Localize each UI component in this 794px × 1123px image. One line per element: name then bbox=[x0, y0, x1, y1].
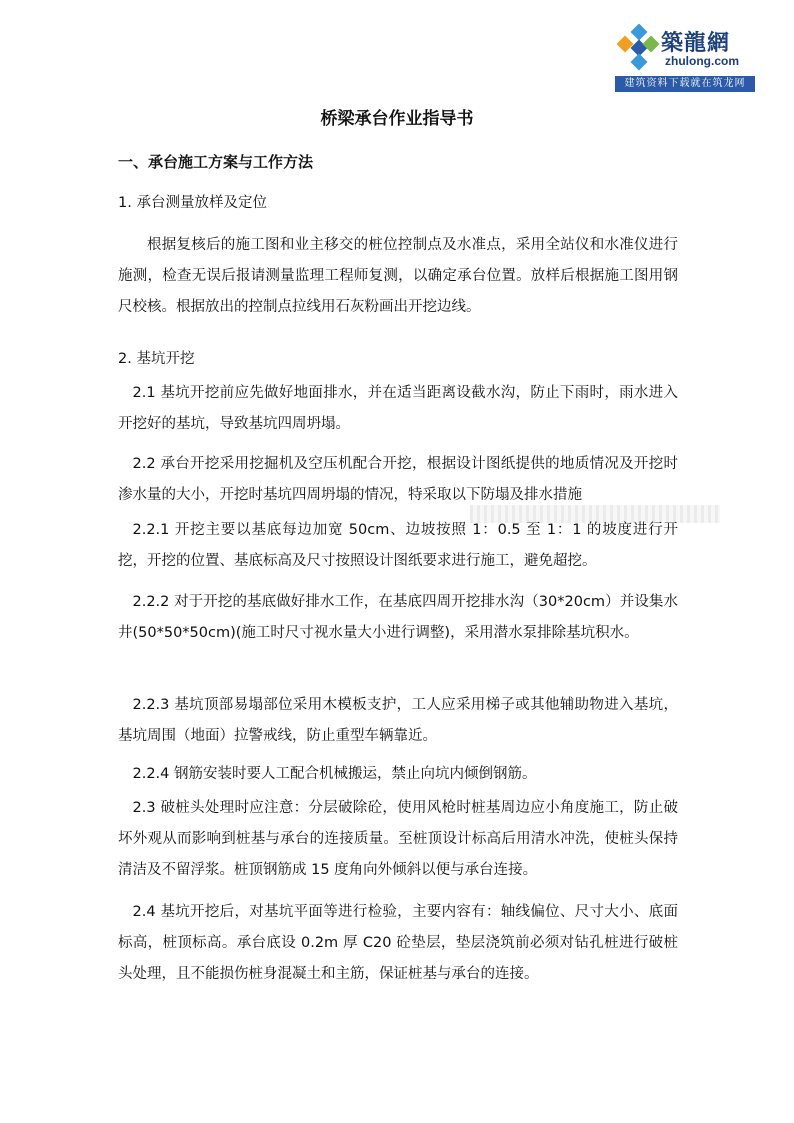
paragraph-2-1: 2.1 基坑开挖前应先做好地面排水，并在适当距离设截水沟，防止下雨时，雨水进入开挖好的基坑，导致基坑四周坍塌。 bbox=[118, 385, 678, 432]
logo-name: 築龍網 bbox=[661, 30, 731, 56]
subsection-1-heading: 1. 承台测量放样及定位 bbox=[118, 195, 267, 211]
logo-slogan: 建筑资料下载就在筑龙网 bbox=[615, 76, 755, 92]
paragraph-2-2: 2.2 承台开挖采用挖掘机及空压机配合开挖，根据设计图纸提供的地质情况及开挖时渗水量的大小，开挖时基坑四周坍塌的情况，特采取以下防塌及排水措施 bbox=[118, 456, 678, 503]
zhulong-logo bbox=[615, 20, 755, 94]
paragraph-2-2-4: 2.2.4 钢筋安装时要人工配合机械搬运，禁止向坑内倾倒钢筋。 bbox=[132, 766, 537, 782]
logo-box bbox=[615, 20, 755, 76]
paragraph-2-2-3: 2.2.3 基坑顶部易塌部位采用木模板支护，工人应采用梯子或其他辅助物进入基坑，基坑周围（地面）拉警戒线，防止重型车辆靠近。 bbox=[118, 697, 678, 744]
paragraph-2-3: 2.3 破桩头处理时应注意：分层破除砼，使用风枪时桩基周边应小角度施工，防止破坏外观从而影响到桩基与承台的连接质量。至桩顶设计标高后用清水冲洗，使桩头保持清洁及不留浮浆。桩顶钢筋成 15 度角向外倾斜以便与承台连接。 bbox=[118, 800, 678, 878]
paragraph-2-2-1: 2.2.1 开挖主要以基底每边加宽 50cm、边坡按照 1：0.5 至 1：1 的坡度进行开挖，开挖的位置、基底标高及尺寸按照设计图纸要求进行施工，避免超挖。 bbox=[118, 522, 678, 569]
paragraph-2-2-2: 2.2.2 对于开挖的基底做好排水工作，在基底四周开挖排水沟（30*20cm）并设集水井(50*50*50cm)(施工时尺寸视水量大小进行调整)，采用潜水泵排除基坑积水。 bbox=[118, 594, 678, 641]
paragraph-2-4: 2.4 基坑开挖后，对基坑平面等进行检验，主要内容有：轴线偏位、尺寸大小、底面标高，桩顶标高。承台底设 0.2m 厚 C20 砼垫层，垫层浇筑前必须对钻孔桩进行破桩头处理，且不能损伤桩身混凝土和主筋，保证桩基与承台的连接。 bbox=[118, 904, 678, 982]
subsection-2-heading: 2. 基坑开挖 bbox=[118, 351, 195, 367]
logo-mark-icon bbox=[617, 24, 661, 72]
subsection-1-body: 根据复核后的施工图和业主移交的桩位控制点及水准点，采用全站仪和水准仪进行施测，检查无误后报请测量监理工程师复测，以确定承台位置。放样后根据施工图用钢尺校核。根据放出的控制点拉线用石灰粉画出开挖边线。 bbox=[118, 237, 678, 315]
section-heading-1: 一、承台施工方案与工作方法 bbox=[118, 153, 314, 171]
logo-domain: zhulong.com bbox=[665, 54, 739, 68]
document-title: 桥梁承台作业指导书 bbox=[320, 109, 474, 129]
